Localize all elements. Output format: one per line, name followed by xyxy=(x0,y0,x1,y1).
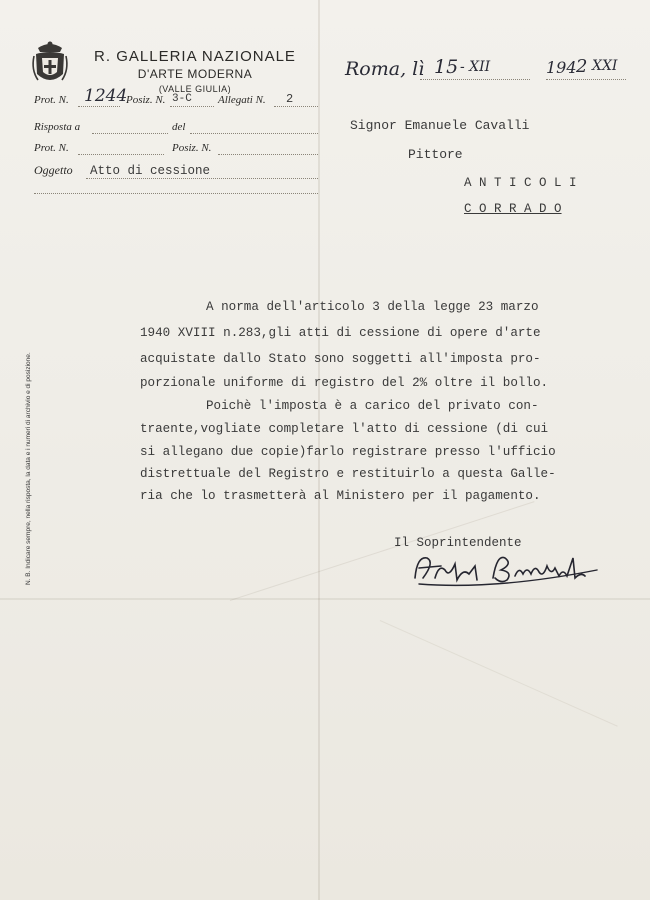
handwritten-signature xyxy=(405,548,605,590)
fold-crease-horizontal xyxy=(0,598,650,600)
prot2-label: Prot. N. xyxy=(34,142,69,154)
body-line: A norma dell'articolo 3 della legge 23 marzo xyxy=(206,300,539,314)
allegati-number: 2 xyxy=(286,92,294,106)
prot-label: Prot. N. xyxy=(34,94,69,106)
oggetto-label: Oggetto xyxy=(34,163,73,177)
prot-line xyxy=(78,106,120,107)
recipient-place-line1: A N T I C O L I xyxy=(464,176,577,190)
posiz2-line xyxy=(218,154,318,155)
signatory-title: Il Soprintendente xyxy=(394,536,522,550)
posiz-number: 3-C xyxy=(172,93,192,105)
oggetto-value: Atto di cessione xyxy=(90,164,211,178)
posiz2-label: Posiz. N. xyxy=(172,142,212,154)
body-line: ria che lo trasmetterà al Ministero per il pagamento. xyxy=(140,489,541,503)
posiz-label: Posiz. N. xyxy=(126,94,166,106)
risposta-line xyxy=(92,133,168,134)
year-line xyxy=(546,79,626,80)
side-note: N. B. Indicare sempre, nella risposta, la data e i numeri di archivio e di posizione. xyxy=(25,352,32,585)
paper-crease xyxy=(380,620,618,727)
body-line: Poichè l'imposta è a carico del privato con- xyxy=(206,399,539,413)
date-year-digit: 2 xyxy=(576,56,588,77)
del-line xyxy=(190,133,318,134)
body-line: distrettuale del Registro e restituirlo a questa Galle- xyxy=(140,467,556,481)
allegati-label: Allegati N. xyxy=(218,94,266,106)
oggetto-line xyxy=(86,178,318,179)
recipient-name: Signor Emanuele Cavalli xyxy=(350,118,530,133)
oggetto-line-2 xyxy=(34,193,318,194)
place-label: Roma, lì xyxy=(345,58,425,80)
allegati-line xyxy=(274,106,318,107)
body-line: si allegano due copie)farlo registrare presso l'ufficio xyxy=(140,445,556,459)
del-label: del xyxy=(172,121,186,133)
recipient-place-line2: C O R R A D O xyxy=(464,202,562,216)
prot-number: 1244 xyxy=(84,86,128,106)
date-month: - XII xyxy=(460,59,491,75)
date-year-prefix: 194 xyxy=(546,58,577,77)
savoy-crest-icon xyxy=(30,40,70,90)
posiz-line xyxy=(170,106,214,107)
prot2-line xyxy=(78,154,164,155)
date-line xyxy=(420,79,530,80)
body-line: traente,vogliate completare l'atto di cessione (di cui xyxy=(140,422,549,436)
letterhead-subtitle: D'ARTE MODERNA xyxy=(137,67,253,81)
recipient-title: Pittore xyxy=(408,147,463,162)
letterhead-location: (VALLE GIULIA) xyxy=(158,84,232,94)
risposta-label: Risposta a xyxy=(34,121,81,133)
letterhead-title: R. GALLERIA NAZIONALE xyxy=(94,48,296,65)
body-line: acquistate dallo Stato sono soggetti all'imposta pro- xyxy=(140,352,541,366)
date-era: XXI xyxy=(592,58,618,74)
body-line: porzionale uniforme di registro del 2% oltre il bollo. xyxy=(140,376,549,390)
date-day: 15 xyxy=(434,56,459,78)
body-line: 1940 XVIII n.283,gli atti di cessione di opere d'arte xyxy=(140,326,541,340)
